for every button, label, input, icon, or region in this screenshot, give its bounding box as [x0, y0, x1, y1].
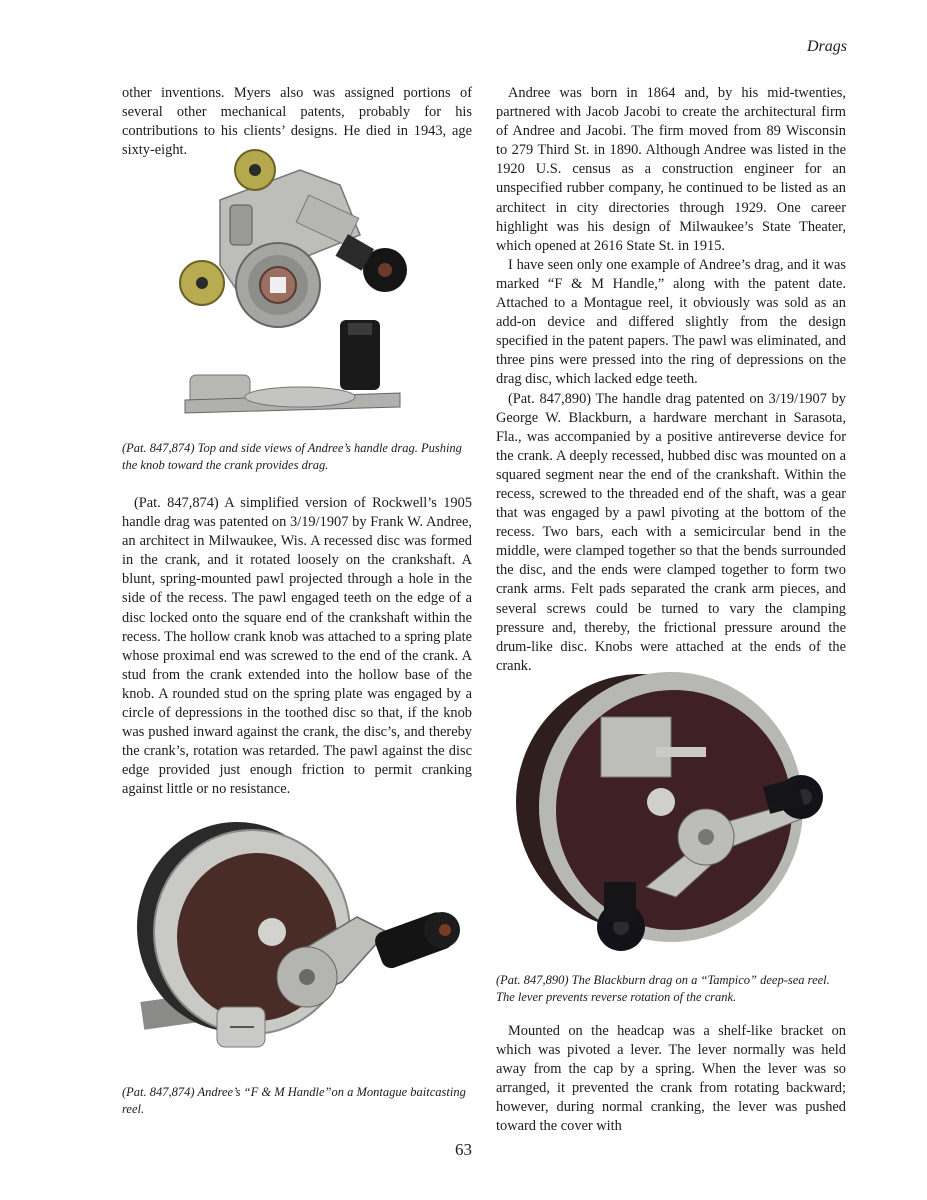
- figure-caption-1: (Pat. 847,874) Top and side views of Andree’s handle drag. Pushing the knob toward the crank provides drag.: [122, 441, 462, 472]
- paragraph-one-example: I have seen only one example of Andree’s drag, and it was marked “F & M Handle,” along with the patent date. Attached to a Montague reel, it obviously was sold as an add-on device and differed slightly from the design specified in the patent papers. The pawl was eliminated, and three pins were pressed into the ring of depressions on the drag disc, which lacked edge teeth.: [496, 256, 846, 388]
- andree-handle-drag-photo: [170, 145, 425, 430]
- figure-caption-3: (Pat. 847,890) The Blackburn drag on a “Tampico” deep-sea reel. The lever prevents reverse rotation of the crank.: [496, 973, 830, 1004]
- paragraph-continued: other inventions. Myers also was assigned portions of several other mechanical patents, probably for his contributions to his clients’ designs. He died in 1943, age sixty-eight.: [122, 85, 472, 159]
- running-head: Drags: [806, 38, 847, 55]
- left-column-main-text: [122, 494, 472, 800]
- top-view: [180, 150, 407, 327]
- page-number: 63: [455, 1140, 472, 1159]
- figure-caption-2: (Pat. 847,874) Andree’s “F & M Handle”on a Montague baitcasting reel.: [122, 1085, 466, 1116]
- paragraph-andree-bio: Andree was born in 1864 and, by his mid-twenties, partnered with Jacob Jacobi to create the architectural firm of Andree and Jacobi. The firm moved from 89 Wisconsin to 279 Third St. in 1890. Although Andree was listed in the 1920 U.S. census as a construction engineer for an unspecified rubber company, he continued to be listed as an architect in city directories through 1929. One career highlight was his design of Milwaukee’s State Theater, which opened at 2616 State St. in 1915.: [496, 85, 846, 254]
- right-column-top-text: [496, 84, 846, 676]
- tampico-reel-photo: [496, 672, 846, 967]
- right-column-bottom-text: [496, 1022, 846, 1137]
- paragraph-headcap-lever: Mounted on the headcap was a shelf-like bracket on which was pivoted a lever. The lever normally was held away from the cap by a spring. When the lever was so arranged, it prevented the crank from rotating backward; however, during normal cranking, the lever was pushed toward the cover with: [496, 1023, 846, 1135]
- paragraph-blackburn-patent: (Pat. 847,890) The handle drag patented on 3/19/1907 by George W. Blackburn, a hardware merchant in Sarasota, Fla., was accompanied by a positive antireverse device for the crank. A deeply recessed, hubbed disc was mounted on a squared segment near the end of the crankshaft. Within the recess, screwed to the threaded end of the shaft, was a gear that was engaged by a pawl pivoting at the bottom of the recess. Two bars, each with a semicircular bend in the middle, were clamped together so that the bends surrounded the disc, and the ends were clamped together to form two crank arms. Felt pads separated the crank arm pieces, and several screws could be turned to vary the clamping pressure and, thereby, the frictional pressure around the drum-like disc. Knobs were attached at the ends of the crank.: [496, 390, 846, 674]
- montague-reel-photo: [122, 812, 467, 1074]
- paragraph-andree-patent: (Pat. 847,874) A simplified version of Rockwell’s 1905 handle drag was patented on 3/19/1907 by Frank W. Andree, an architect in Milwaukee, Wis. A recessed disc was formed in the crank, and it rotated loosely on the crankshaft. A blunt, spring-mounted pawl projected through a hole in the side of the recess. The pawl engaged teeth on the edge of a disc locked onto the square end of the crankshaft within the recess. The hollow crank knob was attached to a spring plate whose proximal end was screwed to the end of the crank. A stud from the crank extended into the hollow base of the knob. A rounded stud on the spring plate was engaged by a circle of depressions in the toothed disc so that, if the knob was pushed inward against the crank, the disc’s, and thereby the crank’s, rotation was retarded. The pawl against the disc edge provided just enough friction to permit cranking against little or no resistance.: [122, 495, 472, 798]
- side-view: [185, 320, 400, 413]
